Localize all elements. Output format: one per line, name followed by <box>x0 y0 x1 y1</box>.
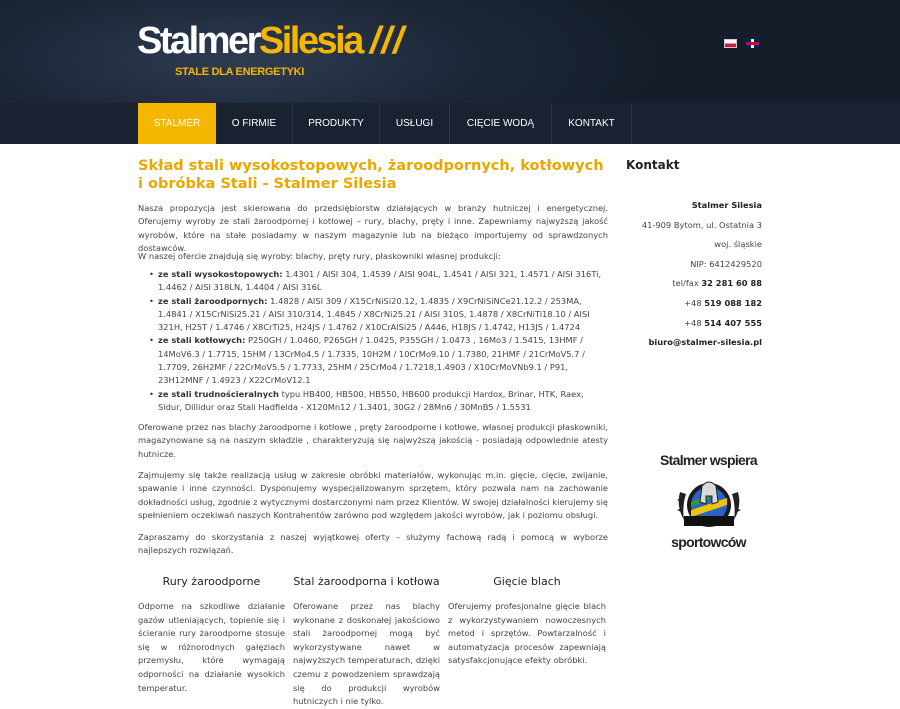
support-subtitle: sportowców <box>671 534 746 550</box>
site-logo[interactable] <box>137 18 405 64</box>
company-name: Stalmer Silesia <box>691 200 762 210</box>
list-item <box>138 334 608 387</box>
support-title: Stalmer wspiera <box>660 452 757 468</box>
feature-text: Odporne na szkodliwe działanie gazów utleniających, topienie się i ścieranie rury żaroodporne stosuje się w różnorodnych gałęziach przemysłu, które wymagają odporności na działanie wysokich temperatur. <box>138 601 285 693</box>
list-item-title: ze stali żaroodpornych: <box>158 295 268 306</box>
phone-prefix: +48 <box>684 298 705 308</box>
feature-column <box>293 575 440 709</box>
feature-title[interactable]: Stal żaroodporna i kotłowa <box>293 575 440 588</box>
pl-flag-icon[interactable] <box>724 39 737 48</box>
list-item-text: 1.4828 / AISI 309 / X15CrNiSi20.12, 1.4835 / X9CrNiSiNCe21.12.2 / 253MA, 1.4841 / X15CrNiSi25.21 / AISI 310/314, 1.4845 / X8CrNi25.21 / AISI 310S, 1.4878 / X8CrNiTi18.10 / AISI 321H, H25T / 1.4746 / X8CrTi25, H24JS / 1.4762 / X10CrAlSi25 / A446, H18JS / 1.4742, H13JS / 1.4724 <box>158 295 590 333</box>
uk-flag-icon[interactable] <box>746 39 759 48</box>
offer-intro: W naszej ofercie znajdują się wyroby: blachy, pręty rury, płaskowniki własnej produkcji: <box>138 251 501 261</box>
feature-column <box>448 575 606 668</box>
contact-nip: NIP: 6412429520 <box>690 259 762 269</box>
feature-column <box>138 575 285 695</box>
email-link[interactable]: biuro@stalmer-silesia.pl <box>648 337 762 347</box>
nav-item-ciecie-woda[interactable]: CIĘCIE WODĄ <box>450 103 552 144</box>
phone-number[interactable]: 514 407 555 <box>704 318 762 328</box>
list-item-text: 1.4301 / AISI 304, 1.4539 / AISI 904L, 1.4541 / AISI 321, 1.4571 / AISI 316Ti, 1.4462 / AISI 318LN, 1.4404 / AISI 316L <box>158 269 602 293</box>
feature-text: Oferujemy profesjonalne gięcie blach z wykorzystywaniem nowoczesnych metod i sprzętów. Powtarzalność i automatyzacja procesów zapewniają satysfakcjonujące efekty obróbki. <box>448 601 606 666</box>
list-item <box>138 388 608 415</box>
contact-telfax <box>562 278 762 288</box>
list-item-title: ze stali wysokostopowych: <box>158 269 283 279</box>
language-switcher <box>724 39 759 48</box>
contact-address: 41-909 Bytom, ul. Ostatnia 3 <box>641 220 762 230</box>
nav-item-produkty[interactable]: PRODUKTY <box>293 103 380 144</box>
nav-item-o-firmie[interactable]: O FIRMIE <box>216 103 293 144</box>
list-item <box>138 268 608 295</box>
nav-item-uslugi[interactable]: USŁUGI <box>380 103 450 144</box>
contact-email <box>562 337 762 347</box>
main-navigation <box>0 103 900 144</box>
list-item <box>138 295 608 335</box>
feature-title[interactable]: Rury żaroodporne <box>162 575 261 588</box>
spartan-badge-icon <box>674 472 744 538</box>
logo-silesia: Silesia <box>258 20 362 62</box>
list-item-text: P250GH / 1.0460, P265GH / 1.0425, P355GH / 1.0473 , 16Mo3 / 1.5415, 13HMF / 14MoV6.3 / 1.7715, 15HM / 13CrMo4.5 / 1.7335, 10H2M / 10CrMo9.10 / 1.7380, 21HMF / 21CrMoV5.7 / 1.7709, 26H2MF / 22CrMoV5.5 / 1.7733, 25HM / 25CrMo4 / 1.7218,1.4903 / X10CrMoVNb9.1 / P91, 23H12MNF / 1.4923 / X22CrMoV12.1 <box>158 335 585 386</box>
feature-title[interactable]: Gięcie blach <box>493 575 561 588</box>
phone-number[interactable]: 519 088 182 <box>704 298 762 308</box>
paragraph-invitation: Zapraszamy do skorzystania z naszej wyjątkowej oferty – służymy fachową radą i pomocą w wyborze najlepszych rozwiązań. <box>138 532 608 556</box>
contact-company <box>562 200 762 210</box>
site-tagline: STALE DLA ENERGETYKI <box>175 66 305 78</box>
contact-heading: Kontakt <box>626 158 680 172</box>
nav-item-kontakt[interactable]: KONTAKT <box>552 103 632 144</box>
offer-list <box>138 268 608 414</box>
contact-region: woj. śląskie <box>714 239 762 249</box>
contact-phone-2 <box>562 318 762 328</box>
paragraph-products: Oferowane przez nas blachy żaroodporne i kotłowe , pręty żaroodporne i kotłowe, własnej produkcji płaskowniki, magazynowane są na naszym składzie , charakteryzują się najwyższą jakością - posiadają odpowiednie atesty hutnicze. <box>138 422 608 459</box>
nav-item-stalmer[interactable]: STALMER <box>138 103 216 144</box>
list-item-text: typu HB400, HB500, HB550, HB600 produkcji Hardox, Brinar, HTK, Raex, Sidur, Dillidur oraz Stali Hadfielda - X120Mn12 / 1.3401, 30G2 / 28Mn6 / 30MnB5 / 1.5531 <box>158 388 584 412</box>
phone-prefix: +48 <box>684 318 705 328</box>
logo-stalmer: Stalmer <box>137 20 259 62</box>
intro-paragraph: Nasza propozycja jest skierowana do przedsiębiorstw działających w branży hutniczej i energetycznej. Oferujemy wyroby ze stali żaroodpornej i kotłowej – rury, blachy, pręty i inne. Zapewniamy najwyższą jakość wyrobów, które na stałe posiadamy w naszym magazynie lub na bieżąco importujemy od sprawdzonych dostawców. <box>138 203 608 253</box>
feature-text: Oferowane przez nas blachy wykonane z doskonałej jakościowo stali żaroodpornej mogą być wykorzystywane nawet w najwyższych temperaturach, dzięki czemu z powodzeniem sprawdzają się do produkcji wyrobów hutniczych i nie tylko. <box>293 601 440 707</box>
telfax-label: tel/fax <box>672 278 702 288</box>
list-item-title: ze stali kotłowych: <box>158 335 246 346</box>
page-title: Skład stali wysokostopowych, żaroodpornych, kotłowych i obróbka Stali - Stalmer Silesia <box>138 158 604 192</box>
telfax-number[interactable]: 32 281 60 88 <box>701 278 762 288</box>
paragraph-services: Zajmujemy się także realizacją usług w zakresie obróbki materiałów, wykonując m.in. gięcie, cięcie, zwijanie, spawanie i inne czynności. Dysponujemy wyspecjalizowanym sprzętem, który pozwala nam na zachowanie dokładności usług, zgodnie z wytycznymi dostarczonymi nam przez Klientów. W swojej działalności kierujemy się spełnieniem oczekiwań naszych Kontrahentów zarówno pod względem jakości wyrobów, jak i poziomu obsługi. <box>138 470 608 520</box>
header <box>0 0 900 103</box>
logo-slashes: /// <box>369 20 405 62</box>
list-item-title: ze stali trudnościeralnych <box>158 388 279 399</box>
support-banner[interactable] <box>655 452 762 550</box>
contact-phone-1 <box>562 298 762 308</box>
